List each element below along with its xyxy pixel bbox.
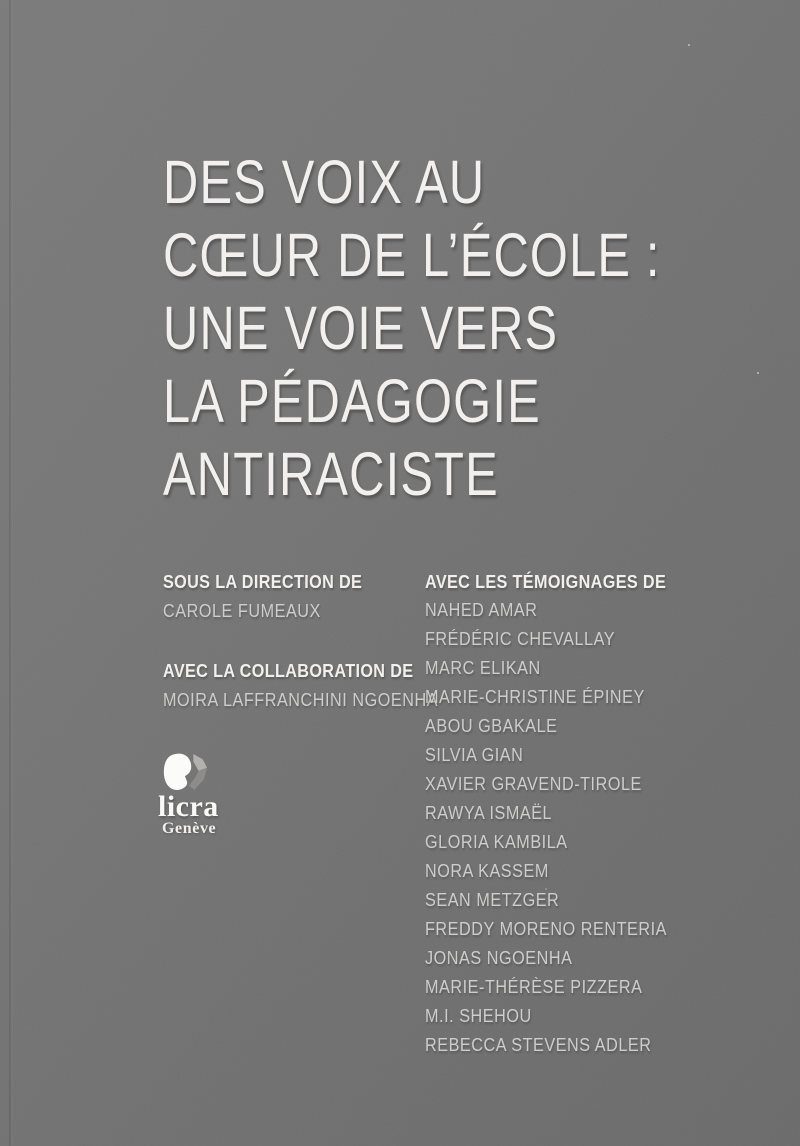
testimonial-name: MARIE-CHRISTINE ÉPINEY (425, 687, 645, 707)
licra-wordmark: licra (158, 790, 219, 823)
testimonial-name: RAWYA ISMAËL (425, 803, 553, 823)
book-title (163, 146, 785, 511)
licra-geneve-logo (158, 753, 268, 837)
testimonial-name: NAHED AMAR (425, 600, 538, 620)
testimonial-name: JONAS NGOENHA (425, 948, 573, 968)
testimonial-name: FREDDY MORENO RENTERIA (425, 919, 668, 939)
title-line: LA PÉDAGOGIE (163, 367, 541, 435)
title-line: UNE VOIE VERS (163, 294, 559, 362)
direction-name: CAROLE FUMEAUX (163, 601, 321, 621)
testimonial-name: NORA KASSEM (425, 861, 549, 881)
testimonial-name: GLORIA KAMBILA (425, 832, 568, 852)
direction-label: SOUS LA DIRECTION DE (163, 572, 363, 592)
testimonial-name: FRÉDÉRIC CHEVALLAY (425, 629, 616, 649)
title-line: CŒUR DE L’ÉCOLE : (163, 221, 661, 289)
testimonial-name: SEAN METZGER (425, 890, 560, 910)
dust-speck (545, 888, 547, 890)
collaboration-label: AVEC LA COLLABORATION DE (163, 661, 414, 681)
testimonial-name: REBECCA STEVENS ADLER (425, 1035, 652, 1055)
testimonial-name: ABOU GBAKALE (425, 716, 558, 736)
dust-speck (688, 44, 690, 46)
licra-region: Genève (162, 820, 217, 837)
testimonials-label: AVEC LES TÉMOIGNAGES DE (425, 572, 667, 592)
title-line: ANTIRACISTE (163, 440, 499, 508)
testimonial-name: MARIE-THÉRÈSE PIZZERA (425, 977, 643, 997)
collaboration-name: MOIRA LAFFRANCHINI NGOENHA (163, 690, 439, 710)
testimonial-name: XAVIER GRAVEND-TIROLE (425, 774, 642, 794)
cover-crease-line (9, 0, 13, 1146)
licra-logo-icon (162, 753, 212, 793)
testimonial-name: SILVIA GIAN (425, 745, 524, 765)
title-line: DES VOIX AU (163, 148, 486, 216)
dust-speck (757, 372, 759, 374)
testimonial-name: MARC ELIKAN (425, 658, 541, 678)
testimonial-name: M.I. SHEHOU (425, 1006, 532, 1026)
testimonials-list (425, 596, 694, 1060)
